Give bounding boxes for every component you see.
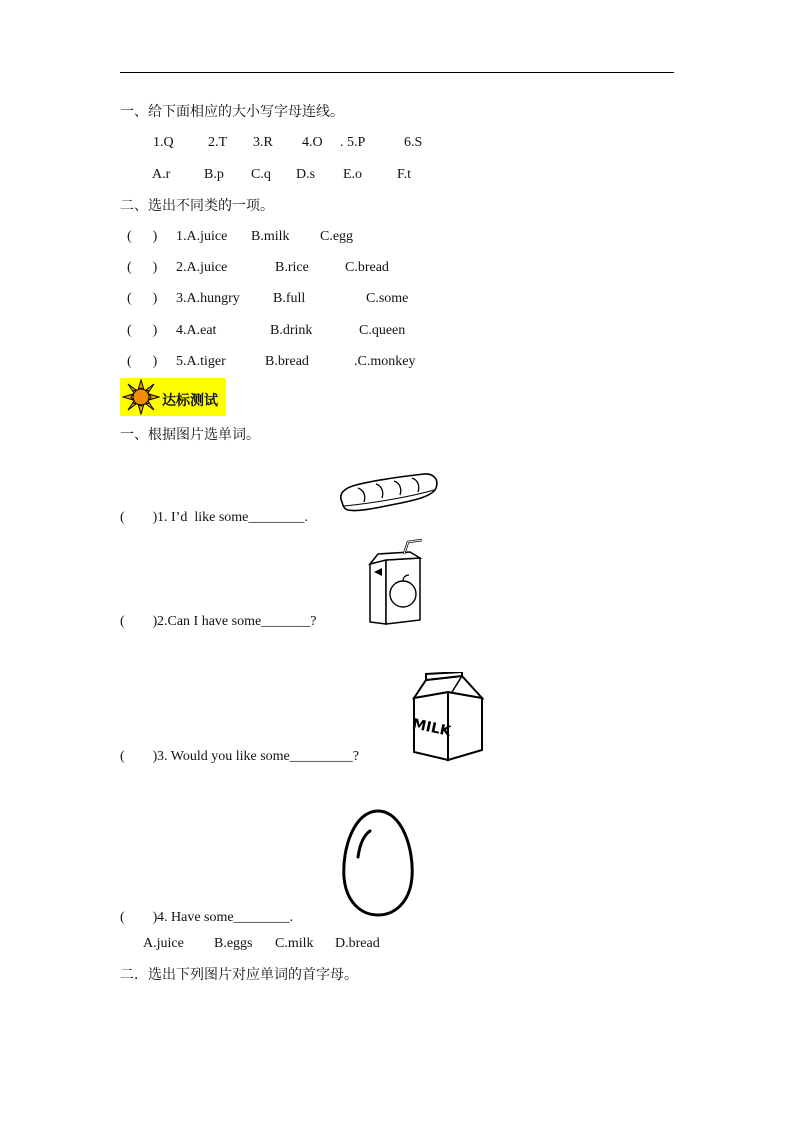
section-1-title: 一、给下面相应的大小写字母连线。 xyxy=(120,104,344,120)
lowercase-letter: F.t xyxy=(397,167,412,182)
question-text: 1. I’d like some________. xyxy=(157,510,308,525)
section-3-title: 一、根据图片选单词。 xyxy=(120,427,260,443)
milk-label: MILK xyxy=(410,716,453,740)
option-c: C.some xyxy=(366,291,409,306)
lowercase-letter: A.r xyxy=(152,167,171,182)
section-4-title: 二．选出下列图片对应单词的首字母。 xyxy=(120,967,358,983)
answer-bracket: ( ) xyxy=(120,749,158,764)
answer-bracket: ( ) xyxy=(127,229,158,244)
option-b: B.full xyxy=(273,291,306,306)
question-text: 4. Have some________. xyxy=(157,910,294,925)
choice-option: A.juice xyxy=(143,936,184,951)
milk-carton-icon xyxy=(410,672,486,764)
choice-option: B.eggs xyxy=(214,936,253,951)
uppercase-letter: 6.S xyxy=(404,135,423,150)
lowercase-letter: E.o xyxy=(343,167,363,182)
option-b: B.drink xyxy=(270,323,313,338)
bread-icon xyxy=(336,470,440,516)
juice-box-icon xyxy=(364,538,432,630)
uppercase-letter: 3.R xyxy=(253,135,273,150)
option-c: C.queen xyxy=(359,323,406,338)
option-b: B.rice xyxy=(275,260,309,275)
answer-bracket: ( ) xyxy=(127,260,158,275)
uppercase-letter: . 5.P xyxy=(340,135,366,150)
answer-bracket: ( ) xyxy=(127,291,158,306)
answer-bracket: ( ) xyxy=(127,354,158,369)
egg-icon xyxy=(332,805,424,923)
answer-bracket: ( ) xyxy=(120,910,158,925)
choice-option: D.bread xyxy=(335,936,380,951)
option-a: 3.A.hungry xyxy=(176,291,240,306)
answer-bracket: ( ) xyxy=(120,614,158,629)
lowercase-letter: D.s xyxy=(296,167,316,182)
header-rule xyxy=(120,72,674,73)
uppercase-letter: 1.Q xyxy=(153,135,174,150)
lowercase-letter: C.q xyxy=(251,167,271,182)
answer-bracket: ( ) xyxy=(127,323,158,338)
option-c: C.egg xyxy=(320,229,354,244)
option-c: .C.monkey xyxy=(354,354,416,369)
question-text: 2.Can I have some_______? xyxy=(157,614,317,629)
section-2-title: 二、选出不同类的一项。 xyxy=(120,198,274,214)
option-b: B.milk xyxy=(251,229,290,244)
answer-bracket: ( ) xyxy=(120,510,158,525)
uppercase-letter: 4.O xyxy=(302,135,323,150)
option-c: C.bread xyxy=(345,260,389,275)
choice-option: C.milk xyxy=(275,936,314,951)
option-b: B.bread xyxy=(265,354,309,369)
sun-icon xyxy=(122,379,160,415)
uppercase-letter: 2.T xyxy=(208,135,228,150)
option-a: 5.A.tiger xyxy=(176,354,226,369)
question-text: 3. Would you like some_________? xyxy=(157,749,359,764)
badge-label: 达标测试 xyxy=(162,393,218,409)
option-a: 4.A.eat xyxy=(176,323,217,338)
option-a: 2.A.juice xyxy=(176,260,228,275)
option-a: 1.A.juice xyxy=(176,229,228,244)
section-badge xyxy=(120,378,226,416)
lowercase-letter: B.p xyxy=(204,167,224,182)
